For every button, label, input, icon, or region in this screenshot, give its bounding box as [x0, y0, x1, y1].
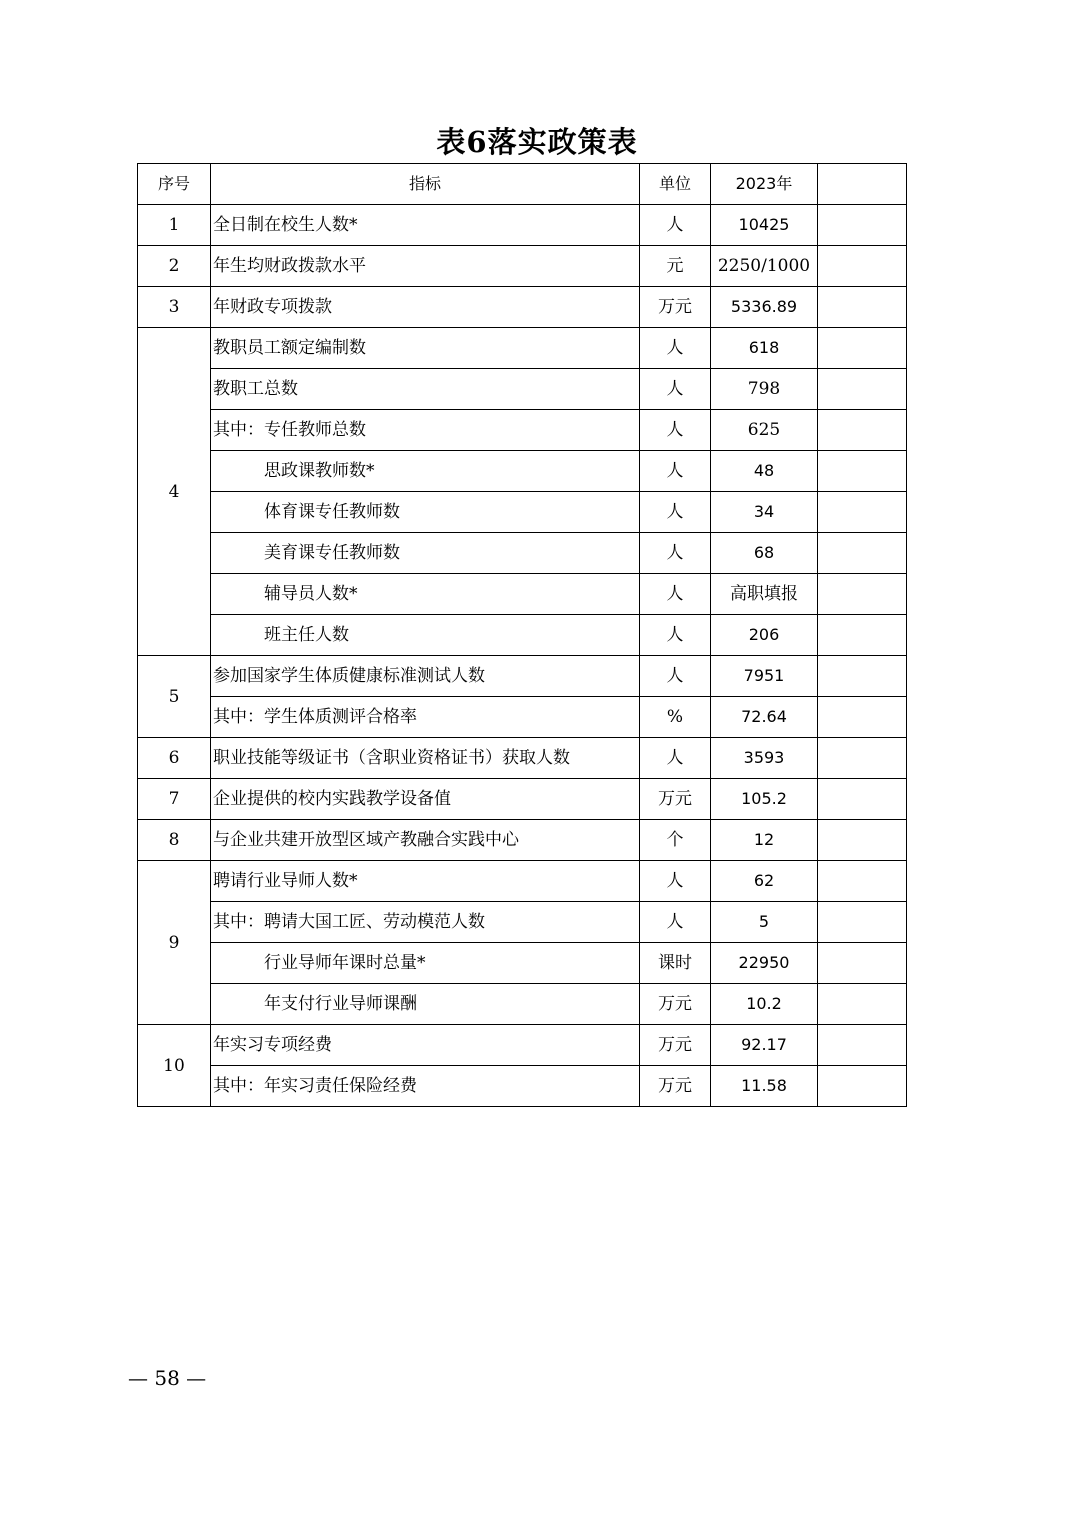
blank-cell — [818, 615, 907, 656]
indicator-cell: 年财政专项拨款 — [211, 287, 640, 328]
indicator-cell: 其中：聘请大国工匠、劳动模范人数 — [211, 902, 640, 943]
unit-cell: 人 — [640, 492, 711, 533]
table-row — [138, 943, 907, 984]
unit-cell: % — [640, 697, 711, 738]
row-number-cell: 3 — [138, 287, 211, 328]
blank-cell — [818, 738, 907, 779]
value-cell: 48 — [711, 451, 818, 492]
unit-cell: 人 — [640, 205, 711, 246]
page-number: — 58 — — [128, 1366, 207, 1390]
blank-cell — [818, 1025, 907, 1066]
unit-cell: 人 — [640, 861, 711, 902]
header-cell-blank — [818, 164, 907, 205]
table-header-row — [138, 164, 907, 205]
row-number-cell: 5 — [138, 656, 211, 738]
indicator-cell: 教职工总数 — [211, 369, 640, 410]
unit-cell: 人 — [640, 656, 711, 697]
value-cell: 2250/1000 — [711, 246, 818, 287]
indicator-cell: 美育课专任教师数 — [211, 533, 640, 574]
indicator-cell: 参加国家学生体质健康标准测试人数 — [211, 656, 640, 697]
value-cell: 625 — [711, 410, 818, 451]
table-row — [138, 533, 907, 574]
table-row — [138, 697, 907, 738]
value-cell: 618 — [711, 328, 818, 369]
indicator-cell: 辅导员人数* — [211, 574, 640, 615]
row-number-cell: 2 — [138, 246, 211, 287]
indicator-cell: 年支付行业导师课酬 — [211, 984, 640, 1025]
value-cell: 72.64 — [711, 697, 818, 738]
blank-cell — [818, 861, 907, 902]
blank-cell — [818, 574, 907, 615]
table-row — [138, 328, 907, 369]
blank-cell — [818, 984, 907, 1025]
table-row — [138, 246, 907, 287]
indicator-cell: 全日制在校生人数* — [211, 205, 640, 246]
value-cell: 206 — [711, 615, 818, 656]
value-cell: 高职填报 — [711, 574, 818, 615]
table-row — [138, 861, 907, 902]
header-cell-year: 2023年 — [711, 164, 818, 205]
value-cell: 5 — [711, 902, 818, 943]
indicator-cell: 年生均财政拨款水平 — [211, 246, 640, 287]
unit-cell: 人 — [640, 328, 711, 369]
unit-cell: 人 — [640, 902, 711, 943]
unit-cell: 课时 — [640, 943, 711, 984]
indicator-cell: 与企业共建开放型区域产教融合实践中心 — [211, 820, 640, 861]
indicator-cell: 其中：学生体质测评合格率 — [211, 697, 640, 738]
value-cell: 105.2 — [711, 779, 818, 820]
row-number-cell: 7 — [138, 779, 211, 820]
blank-cell — [818, 287, 907, 328]
indicator-cell: 思政课教师数* — [211, 451, 640, 492]
unit-cell: 人 — [640, 738, 711, 779]
table-row — [138, 369, 907, 410]
unit-cell: 万元 — [640, 779, 711, 820]
unit-cell: 人 — [640, 369, 711, 410]
table-row — [138, 984, 907, 1025]
indicator-cell: 年实习专项经费 — [211, 1025, 640, 1066]
indicator-cell: 体育课专任教师数 — [211, 492, 640, 533]
policy-table — [137, 163, 907, 1107]
table-row — [138, 615, 907, 656]
table-body — [138, 164, 907, 1107]
row-number-cell: 1 — [138, 205, 211, 246]
unit-cell: 人 — [640, 410, 711, 451]
table-title: 表6落实政策表 — [436, 125, 638, 159]
value-cell: 22950 — [711, 943, 818, 984]
table-row — [138, 902, 907, 943]
blank-cell — [818, 656, 907, 697]
indicator-cell: 聘请行业导师人数* — [211, 861, 640, 902]
table-row — [138, 1066, 907, 1107]
unit-cell: 人 — [640, 533, 711, 574]
table-row — [138, 451, 907, 492]
blank-cell — [818, 902, 907, 943]
row-number-cell: 6 — [138, 738, 211, 779]
table-row — [138, 205, 907, 246]
row-number-cell: 4 — [138, 328, 211, 656]
blank-cell — [818, 943, 907, 984]
header-cell-no: 序号 — [138, 164, 211, 205]
table-row — [138, 287, 907, 328]
value-cell: 798 — [711, 369, 818, 410]
row-number-cell: 9 — [138, 861, 211, 1025]
blank-cell — [818, 451, 907, 492]
unit-cell: 万元 — [640, 287, 711, 328]
value-cell: 12 — [711, 820, 818, 861]
unit-cell: 人 — [640, 615, 711, 656]
indicator-cell: 行业导师年课时总量* — [211, 943, 640, 984]
blank-cell — [818, 697, 907, 738]
blank-cell — [818, 410, 907, 451]
value-cell: 92.17 — [711, 1025, 818, 1066]
value-cell: 5336.89 — [711, 287, 818, 328]
row-number-cell: 8 — [138, 820, 211, 861]
indicator-cell: 企业提供的校内实践教学设备值 — [211, 779, 640, 820]
blank-cell — [818, 533, 907, 574]
value-cell: 11.58 — [711, 1066, 818, 1107]
blank-cell — [818, 328, 907, 369]
value-cell: 10.2 — [711, 984, 818, 1025]
blank-cell — [818, 1066, 907, 1107]
blank-cell — [818, 492, 907, 533]
table-row — [138, 574, 907, 615]
blank-cell — [818, 820, 907, 861]
table-row — [138, 738, 907, 779]
table-row — [138, 492, 907, 533]
unit-cell: 万元 — [640, 984, 711, 1025]
blank-cell — [818, 205, 907, 246]
header-cell-indicator: 指标 — [211, 164, 640, 205]
header-cell-unit: 单位 — [640, 164, 711, 205]
unit-cell: 个 — [640, 820, 711, 861]
value-cell: 34 — [711, 492, 818, 533]
value-cell: 10425 — [711, 205, 818, 246]
table-row — [138, 779, 907, 820]
indicator-cell: 其中：专任教师总数 — [211, 410, 640, 451]
indicator-cell: 教职员工额定编制数 — [211, 328, 640, 369]
indicator-cell: 其中：年实习责任保险经费 — [211, 1066, 640, 1107]
table-row — [138, 820, 907, 861]
value-cell: 3593 — [711, 738, 818, 779]
blank-cell — [818, 246, 907, 287]
indicator-cell: 班主任人数 — [211, 615, 640, 656]
blank-cell — [818, 779, 907, 820]
value-cell: 68 — [711, 533, 818, 574]
unit-cell: 万元 — [640, 1025, 711, 1066]
value-cell: 62 — [711, 861, 818, 902]
table-row — [138, 656, 907, 697]
unit-cell: 人 — [640, 451, 711, 492]
value-cell: 7951 — [711, 656, 818, 697]
indicator-cell: 职业技能等级证书（含职业资格证书）获取人数 — [211, 738, 640, 779]
unit-cell: 人 — [640, 574, 711, 615]
blank-cell — [818, 369, 907, 410]
unit-cell: 元 — [640, 246, 711, 287]
table-row — [138, 1025, 907, 1066]
table-row — [138, 410, 907, 451]
unit-cell: 万元 — [640, 1066, 711, 1107]
row-number-cell: 10 — [138, 1025, 211, 1107]
